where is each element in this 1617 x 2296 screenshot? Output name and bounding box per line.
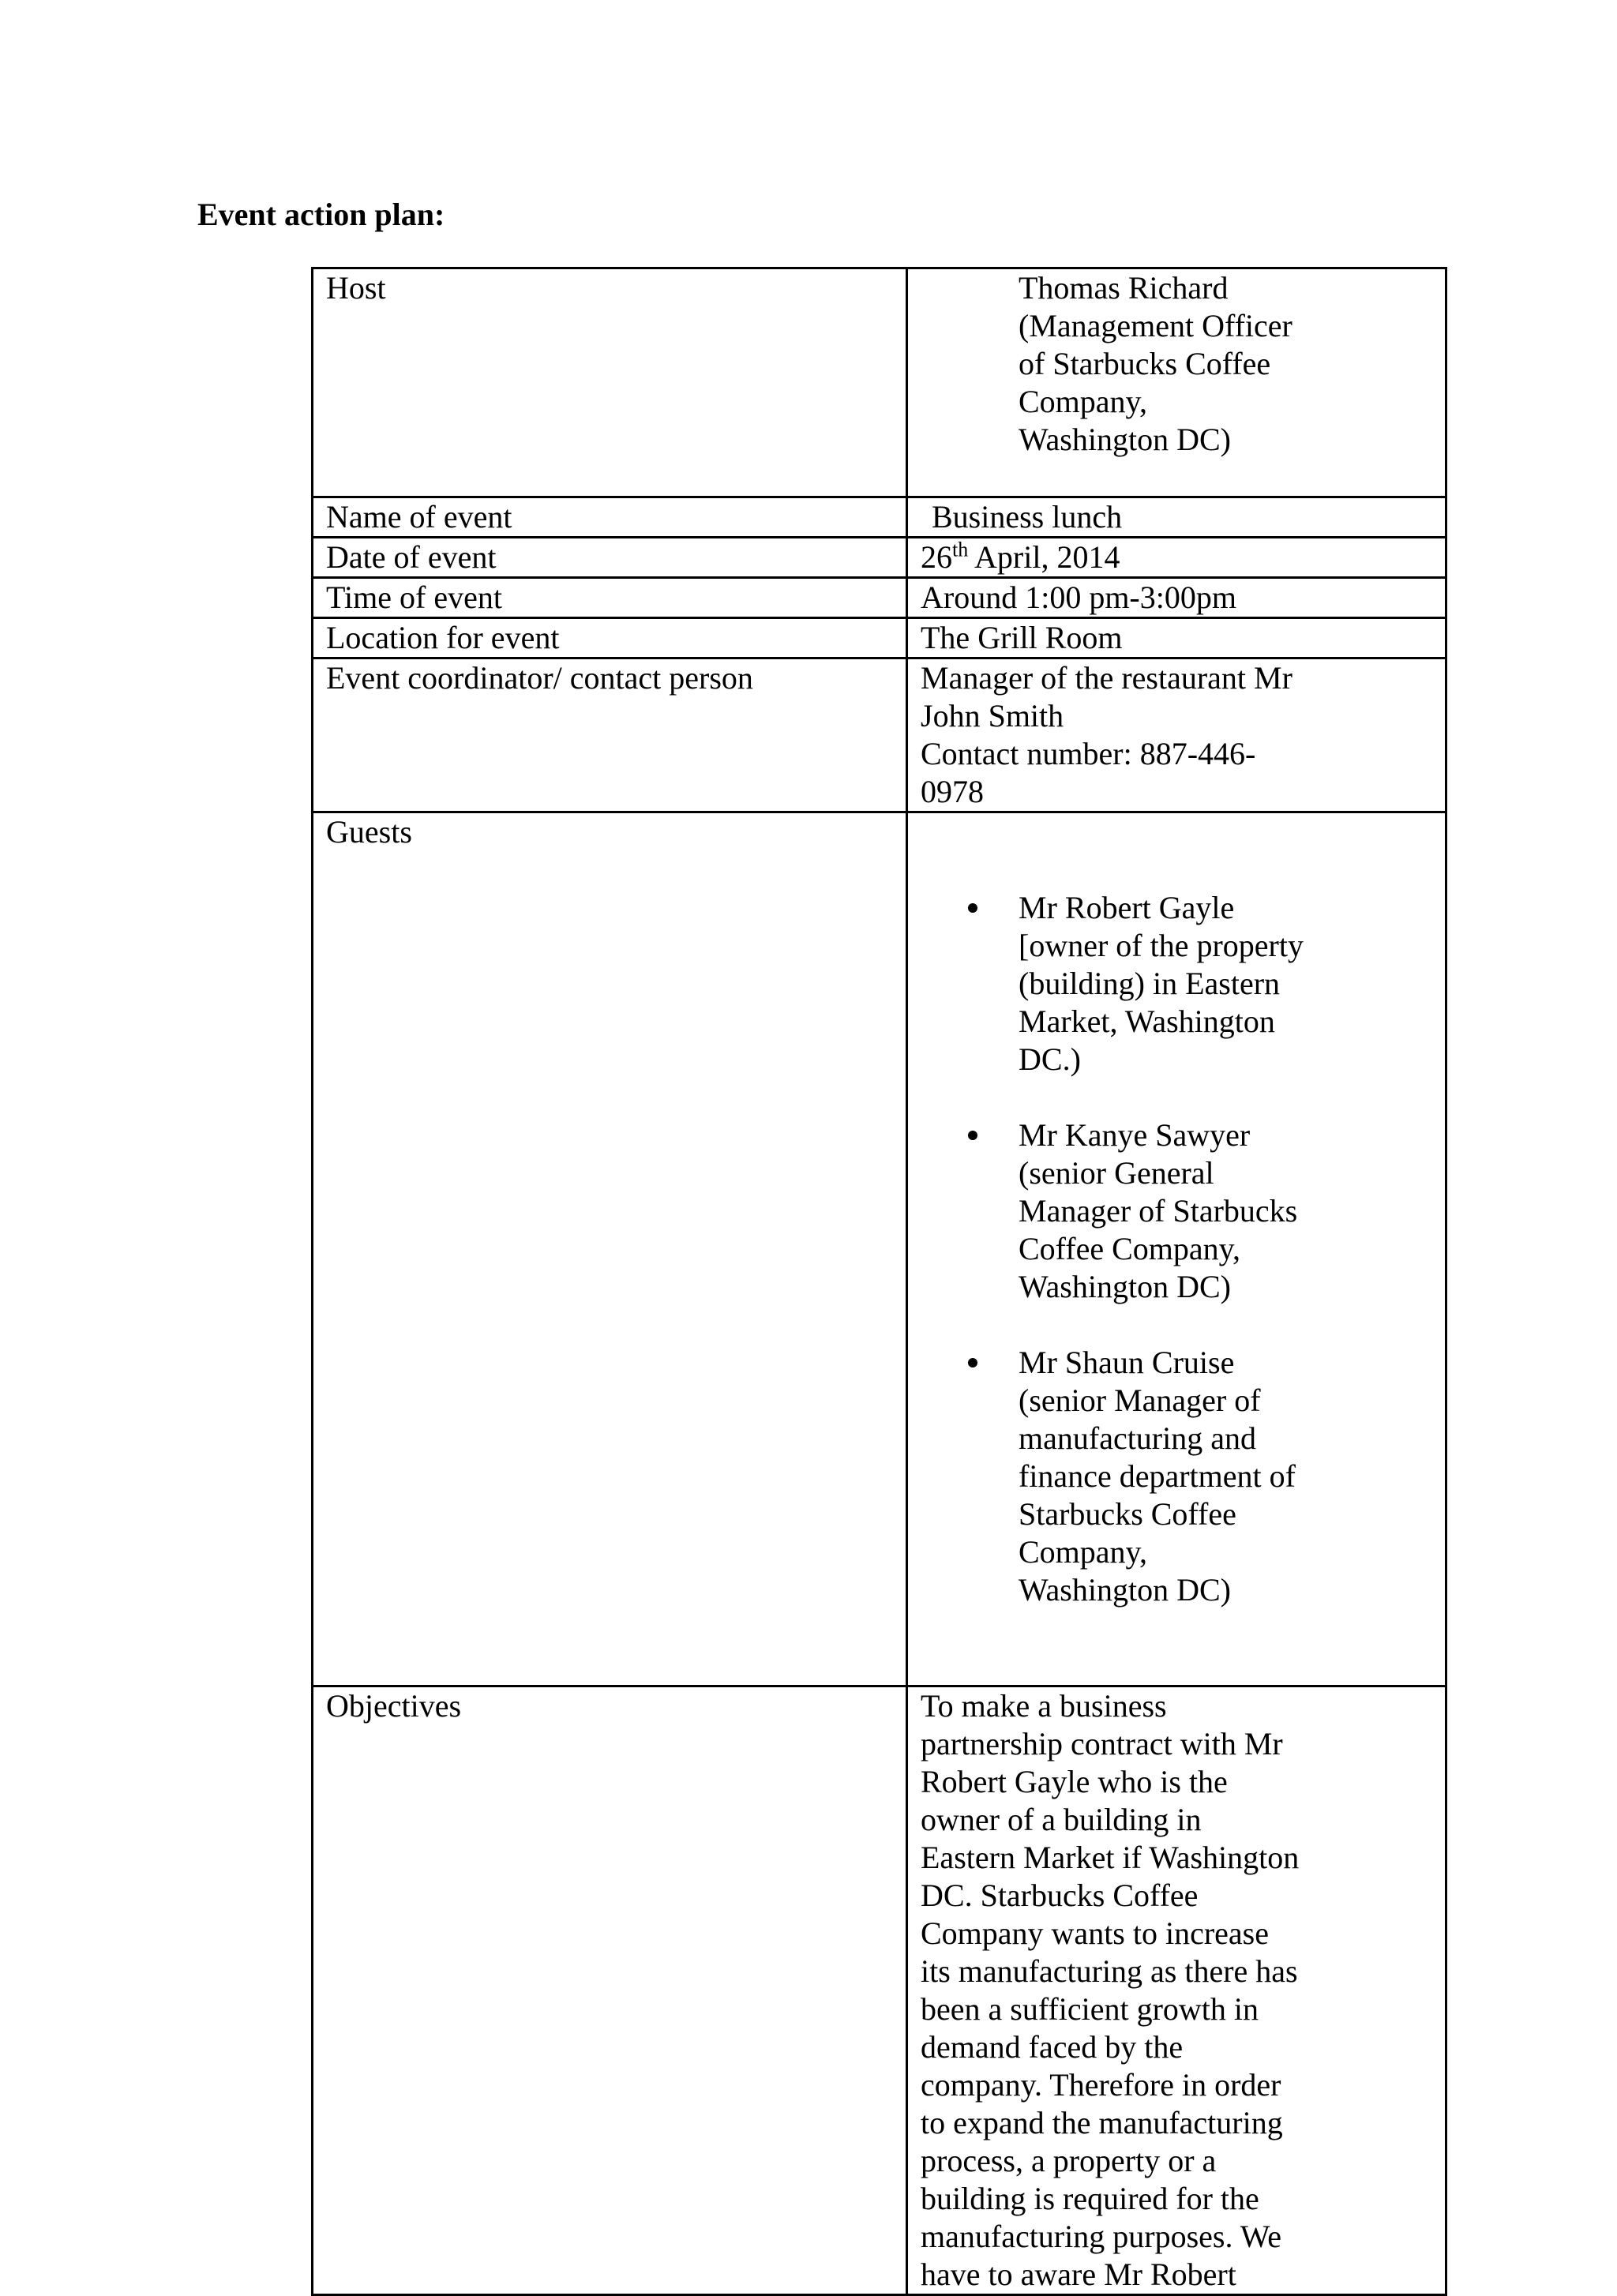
date-of-event-value [907, 538, 1446, 578]
objectives-value: To make a business partnership contract with Mr Robert Gayle who is the owner of a building in Eastern Market if Washington DC. Starbucks Coffee Company wants to increase its manufacturing as there has been a sufficient growth in demand faced by the company. Therefore in order to expand the manufacturing process, a property or a building is required for the manufacturing purposes. We have to aware Mr Robert [907, 1686, 1446, 2295]
guests-label: Guests [313, 812, 907, 1686]
objectives-label: Objectives [313, 1686, 907, 2295]
coordinator-label: Event coordinator/ contact person [313, 658, 907, 812]
table-row-date-of-event [313, 538, 1446, 578]
guest-item: Mr Robert Gayle [owner of the property (building) in Eastern Market, Washington DC.) [1019, 889, 1445, 1079]
host-label: Host [313, 268, 907, 497]
guest-list [921, 851, 1445, 1647]
name-of-event-label: Name of event [313, 497, 907, 538]
location-label: Location for event [313, 618, 907, 658]
date-rest: April, 2014 [968, 539, 1120, 575]
table-row-coordinator [313, 658, 1446, 812]
host-value: Thomas Richard (Management Officer of Starbucks Coffee Company, Washington DC) [907, 268, 1446, 497]
guest-item: Mr Kanye Sawyer (senior General Manager of Starbucks Coffee Company, Washington DC) [1019, 1116, 1445, 1306]
date-day: 26 [921, 539, 952, 575]
time-of-event-value: Around 1:00 pm-3:00pm [907, 578, 1446, 618]
table-row-guests [313, 812, 1446, 1686]
guests-value [907, 812, 1446, 1686]
coordinator-value: Manager of the restaurant Mr John Smith Contact number: 887-446- 0978 [907, 658, 1446, 812]
date-of-event-label: Date of event [313, 538, 907, 578]
name-of-event-value: Business lunch [907, 497, 1446, 538]
table-row-location [313, 618, 1446, 658]
page-title: Event action plan: [197, 197, 445, 232]
table-row-time-of-event [313, 578, 1446, 618]
location-value: The Grill Room [907, 618, 1446, 658]
table-row-host [313, 268, 1446, 497]
event-action-plan-table [311, 267, 1447, 2296]
date-suffix: th [952, 538, 969, 561]
guest-item: Mr Shaun Cruise (senior Manager of manufacturing and finance department of Starbucks Coffee Company, Washington DC) [1019, 1344, 1445, 1609]
table-row-name-of-event [313, 497, 1446, 538]
time-of-event-label: Time of event [313, 578, 907, 618]
table-row-objectives [313, 1686, 1446, 2295]
